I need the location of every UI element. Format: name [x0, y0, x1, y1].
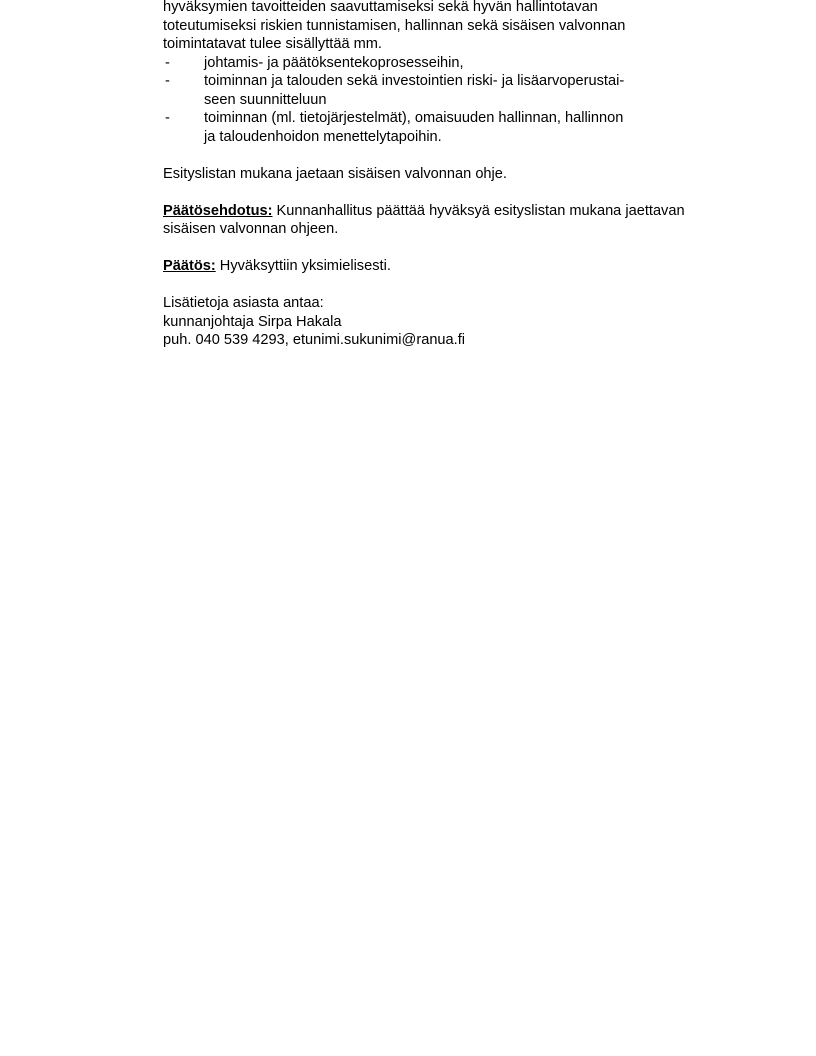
- intro-paragraph: [163, 0, 763, 54]
- intro-line: hyväksymien tavoitteiden saavuttamiseksi sekä hyvän hallintotavan: [163, 0, 598, 15]
- spacer: [163, 276, 763, 295]
- bullet-dash: -: [165, 110, 170, 126]
- bullet-dash: -: [165, 54, 170, 71]
- bullet-item-management: [163, 54, 763, 73]
- decision-label: Päätös:: [163, 258, 216, 274]
- bullet-item-planning: [163, 72, 763, 109]
- proposal-text: sisäisen valvonnan ohjeen.: [163, 221, 339, 237]
- proposal-paragraph: [163, 202, 763, 239]
- proposal-text: Kunnanhallitus päättää hyväksyä esityslistan mukana jaettavan: [272, 202, 685, 219]
- bullet-text: seen suunnitteluun: [204, 91, 327, 108]
- spacer: [163, 183, 763, 202]
- intro-line: toimintatavat tulee sisällyttää mm.: [163, 36, 382, 52]
- bullet-text: toiminnan ja talouden sekä investointien riski- ja lisäarvoperustai-: [204, 73, 625, 89]
- spacer: [163, 239, 763, 258]
- contact-heading: Lisätietoja asiasta antaa:: [163, 295, 324, 311]
- contact-details: puh. 040 539 4293, etunimi.sukunimi@ranua.fi: [163, 332, 466, 348]
- bullet-text: ja taloudenhoidon menettelytapoihin.: [204, 128, 442, 145]
- spacer: [163, 146, 763, 165]
- bullet-text: toiminnan (ml. tietojärjestelmät), omaisuuden hallinnan, hallinnon: [204, 110, 624, 126]
- decision-paragraph: [163, 257, 763, 276]
- bullet-dash: -: [165, 73, 170, 89]
- distribution-note: Esityslistan mukana jaetaan sisäisen valvonnan ohje.: [163, 165, 507, 182]
- decision-text: Hyväksyttiin yksimielisesti.: [215, 258, 391, 274]
- intro-line: toteutumiseksi riskien tunnistamisen, hallinnan sekä sisäisen valvonnan: [163, 17, 626, 34]
- document-body: [163, 0, 763, 350]
- bullet-list: [163, 54, 763, 147]
- contact-block: [163, 294, 763, 350]
- bullet-text: johtamis- ja päätöksentekoprosesseihin,: [204, 54, 464, 71]
- proposal-label: Päätösehdotus:: [163, 202, 273, 219]
- contact-person: kunnanjohtaja Sirpa Hakala: [163, 313, 342, 330]
- bullet-item-procedures: [163, 109, 763, 146]
